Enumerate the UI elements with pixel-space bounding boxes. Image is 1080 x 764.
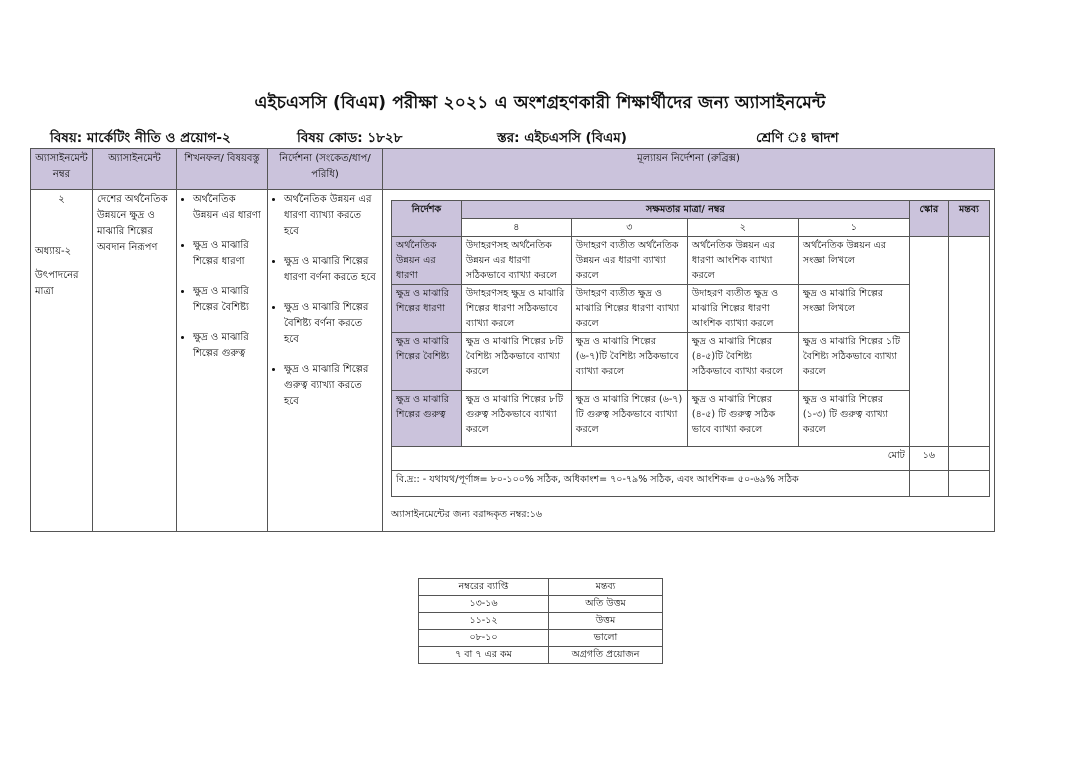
assignment-table xyxy=(30,148,995,532)
subject-code: বিষয় কোড: ১৮২৮ xyxy=(297,130,403,146)
rubric-score-cell xyxy=(909,237,948,447)
rubric-cell: ক্ষুদ্র ও মাঝারি শিল্পের সংজ্ঞা লিখলে xyxy=(798,285,909,333)
instruction-item: • ক্ষুদ্র ও মাঝারি শিল্পের গুরুত্ব ব্যাখ্যা করতে হবে xyxy=(284,362,378,410)
rubric-cell: ক্ষুদ্র ও মাঝারি শিল্পের (৪-৫)টি বৈশিষ্ট্য সঠিকভাবে ব্যাখ্যা করলে xyxy=(687,333,798,391)
grade-comment: অতি উত্তম xyxy=(549,596,663,613)
rubric-cell: অর্থনৈতিক উন্নয়ন এর ধারণা আংশিক ব্যাখ্যা করলে xyxy=(687,237,798,285)
rubric-cell: উদাহরণ ব্যতীত অর্থনৈতিক উন্নয়ন এর ধারণা ব্যাখ্যা করলে xyxy=(571,237,687,285)
instruction-item: • ক্ষুদ্র ও মাঝারি শিল্পের ধারণা বর্ণনা করতে হবে xyxy=(284,254,378,286)
grade-range: ১১-১২ xyxy=(419,613,549,630)
learning-outcomes xyxy=(177,190,268,532)
rubric-cell: উদাহরণ ব্যতীত ক্ষুদ্র ও মাঝারি শিল্পের ধারণা আংশিক ব্যাখ্যা করলে xyxy=(687,285,798,333)
outcome-item: • ক্ষুদ্র ও মাঝারি শিল্পের গুরুত্ব xyxy=(193,330,263,362)
chapter-label: অধ্যায়-২ xyxy=(35,246,72,257)
rubric-cell: ক্ষুদ্র ও মাঝারি শিল্পের (৬-৭)টি বৈশিষ্ট্য সঠিকভাবে ব্যাখ্যা করলে xyxy=(571,333,687,391)
header-assignment-no: অ্যাসাইনমেন্ট নম্বর xyxy=(31,149,93,190)
page-title: এইচএসসি (বিএম) পরীক্ষা ২০২১ এ অংশগ্রহণকারী শিক্ষার্থীদের জন্য অ্যাসাইনমেন্ট xyxy=(254,93,826,113)
rubric-cell: উদাহরণ ব্যতীত ক্ষুদ্র ও মাঝারি শিল্পের ধারণা ব্যাখ্যা করলে xyxy=(571,285,687,333)
rubric-note-comment xyxy=(948,471,989,497)
header-learning-outcome: শিখনফল/ বিষয়বস্তু xyxy=(177,149,268,190)
header-evaluation: মূল্যায়ন নির্দেশনা (রুব্রিক্স) xyxy=(383,149,995,190)
topic-label: উৎপাদনের মাত্রা xyxy=(35,270,79,297)
rubric-level: ১ xyxy=(798,219,909,237)
rubric-cell: ক্ষুদ্র ও মাঝারি শিল্পের (৪-৫) টি গুরুত্ব সঠিক ভাবে ব্যাখ্যা করলে xyxy=(687,391,798,447)
class-label: শ্রেণি ঃ দ্বাদশ xyxy=(756,130,839,146)
level-label: স্তর: এইচএসসি (বিএম) xyxy=(497,130,627,146)
grade-range: ৭ বা ৭ এর কম xyxy=(419,647,549,664)
subject-label: বিষয়: মার্কেটিং নীতি ও প্রয়োগ-২ xyxy=(50,130,231,146)
rubric-note: বি.দ্র:: - যথাযথ/পূর্ণাঙ্গ= ৮০-১০০% সঠিক, অধিকাংশ= ৭০-৭৯% সঠিক, এবং আংশিক= ৫০-৬৯% সঠিক xyxy=(392,471,910,497)
instructions xyxy=(268,190,383,532)
outcome-item: • ক্ষুদ্র ও মাঝারি শিল্পের ধারণা xyxy=(193,238,263,270)
rubric-score-header: স্কোর xyxy=(909,201,948,237)
assignment-number: ২ xyxy=(58,194,65,205)
rubric-table xyxy=(391,200,990,497)
grade-range: ০৮-১০ xyxy=(419,630,549,647)
rubric-level: ৪ xyxy=(461,219,571,237)
assignment-number-cell xyxy=(31,190,93,532)
instruction-item: • ক্ষুদ্র ও মাঝারি শিল্পের বৈশিষ্ট্য বর্ণনা করতে হবে xyxy=(284,300,378,348)
rubric-cell: ক্ষুদ্র ও মাঝারি শিল্পের (১-৩) টি গুরুত্ব ব্যাখ্যা করলে xyxy=(798,391,909,447)
rubric-comment-header: মন্তব্য xyxy=(948,201,989,237)
outcome-item: • অর্থনৈতিক উন্নয়ন এর ধারণা xyxy=(193,192,263,224)
rubric-criterion: ক্ষুদ্র ও মাঝারি শিল্পের বৈশিষ্ট্য xyxy=(392,333,462,391)
header-instructions: নির্দেশনা (সংকেত/ধাপ/পরিধি) xyxy=(268,149,383,190)
rubric-level-header: সক্ষমতার মাত্রা/ নম্বর xyxy=(461,201,909,219)
rubric-cell: ক্ষুদ্র ও মাঝারি শিল্পের (৬-৭) টি গুরুত্ব সঠিকভাবে ব্যাখ্যা করলে xyxy=(571,391,687,447)
grade-comment: ভালো xyxy=(549,630,663,647)
rubric-cell: উদাহরণসহ অর্থনৈতিক উন্নয়ন এর ধারণা সঠিকভাবে ব্যাখ্যা করলে xyxy=(461,237,571,285)
instruction-item: • অর্থনৈতিক উন্নয়ন এর ধারণা ব্যাখ্যা করতে হবে xyxy=(284,192,378,240)
rubric-criterion: ক্ষুদ্র ও মাঝারি শিল্পের ধারণা xyxy=(392,285,462,333)
rubric-level: ২ xyxy=(687,219,798,237)
rubric-criterion-header: নির্দেশক xyxy=(392,201,462,237)
allocated-marks: অ্যাসাইনমেন্টের জন্য বরাদ্দকৃত নম্বর:১৬ xyxy=(391,509,543,520)
grade-comment: অগ্রগতি প্রয়োজন xyxy=(549,647,663,664)
rubric-cell: অর্থনৈতিক উন্নয়ন এর সংজ্ঞা লিখলে xyxy=(798,237,909,285)
rubric-level: ৩ xyxy=(571,219,687,237)
grade-comment: উত্তম xyxy=(549,613,663,630)
rubric-cell: ক্ষুদ্র ও মাঝারি শিল্পের ১টি বৈশিষ্ট্য সঠিকভাবে ব্যাখ্যা করলে xyxy=(798,333,909,391)
grade-range: ১৩-১৬ xyxy=(419,596,549,613)
outcome-item: • ক্ষুদ্র ও মাঝারি শিল্পের বৈশিষ্ট্য xyxy=(193,284,263,316)
rubric-total-value: ১৬ xyxy=(909,447,948,471)
rubric-cell: ক্ষুদ্র ও মাঝারি শিল্পের ৮টি গুরুত্ব সঠিকভাবে ব্যাখ্যা করলে xyxy=(461,391,571,447)
rubric-cell: উদাহরণসহ ক্ষুদ্র ও মাঝারি শিল্পের ধারণা সঠিকভাবে ব্যাখ্যা করলে xyxy=(461,285,571,333)
rubric-note-score xyxy=(909,471,948,497)
rubric-criterion: অর্থনৈতিক উন্নয়ন এর ধারণা xyxy=(392,237,462,285)
grade-header-comment: মন্তব্য xyxy=(549,579,663,596)
rubric-cell: ক্ষুদ্র ও মাঝারি শিল্পের ৮টি বৈশিষ্ট্য সঠিকভাবে ব্যাখ্যা করলে xyxy=(461,333,571,391)
rubric-criterion: ক্ষুদ্র ও মাঝারি শিল্পের গুরুত্ব xyxy=(392,391,462,447)
assignment-text: দেশের অর্থনৈতিক উন্নয়নে ক্ষুদ্র ও মাঝারি শিল্পের অবদান নিরূপণ xyxy=(93,190,177,532)
grade-header-range: নম্বরের ব্যাপ্তি xyxy=(419,579,549,596)
rubric-comment-cell xyxy=(948,237,989,447)
rubric-total-label: মোট xyxy=(392,447,910,471)
rubric-total-comment xyxy=(948,447,989,471)
grade-range-table xyxy=(418,578,663,664)
rubric-container xyxy=(383,190,995,532)
header-assignment: অ্যাসাইনমেন্ট xyxy=(93,149,177,190)
